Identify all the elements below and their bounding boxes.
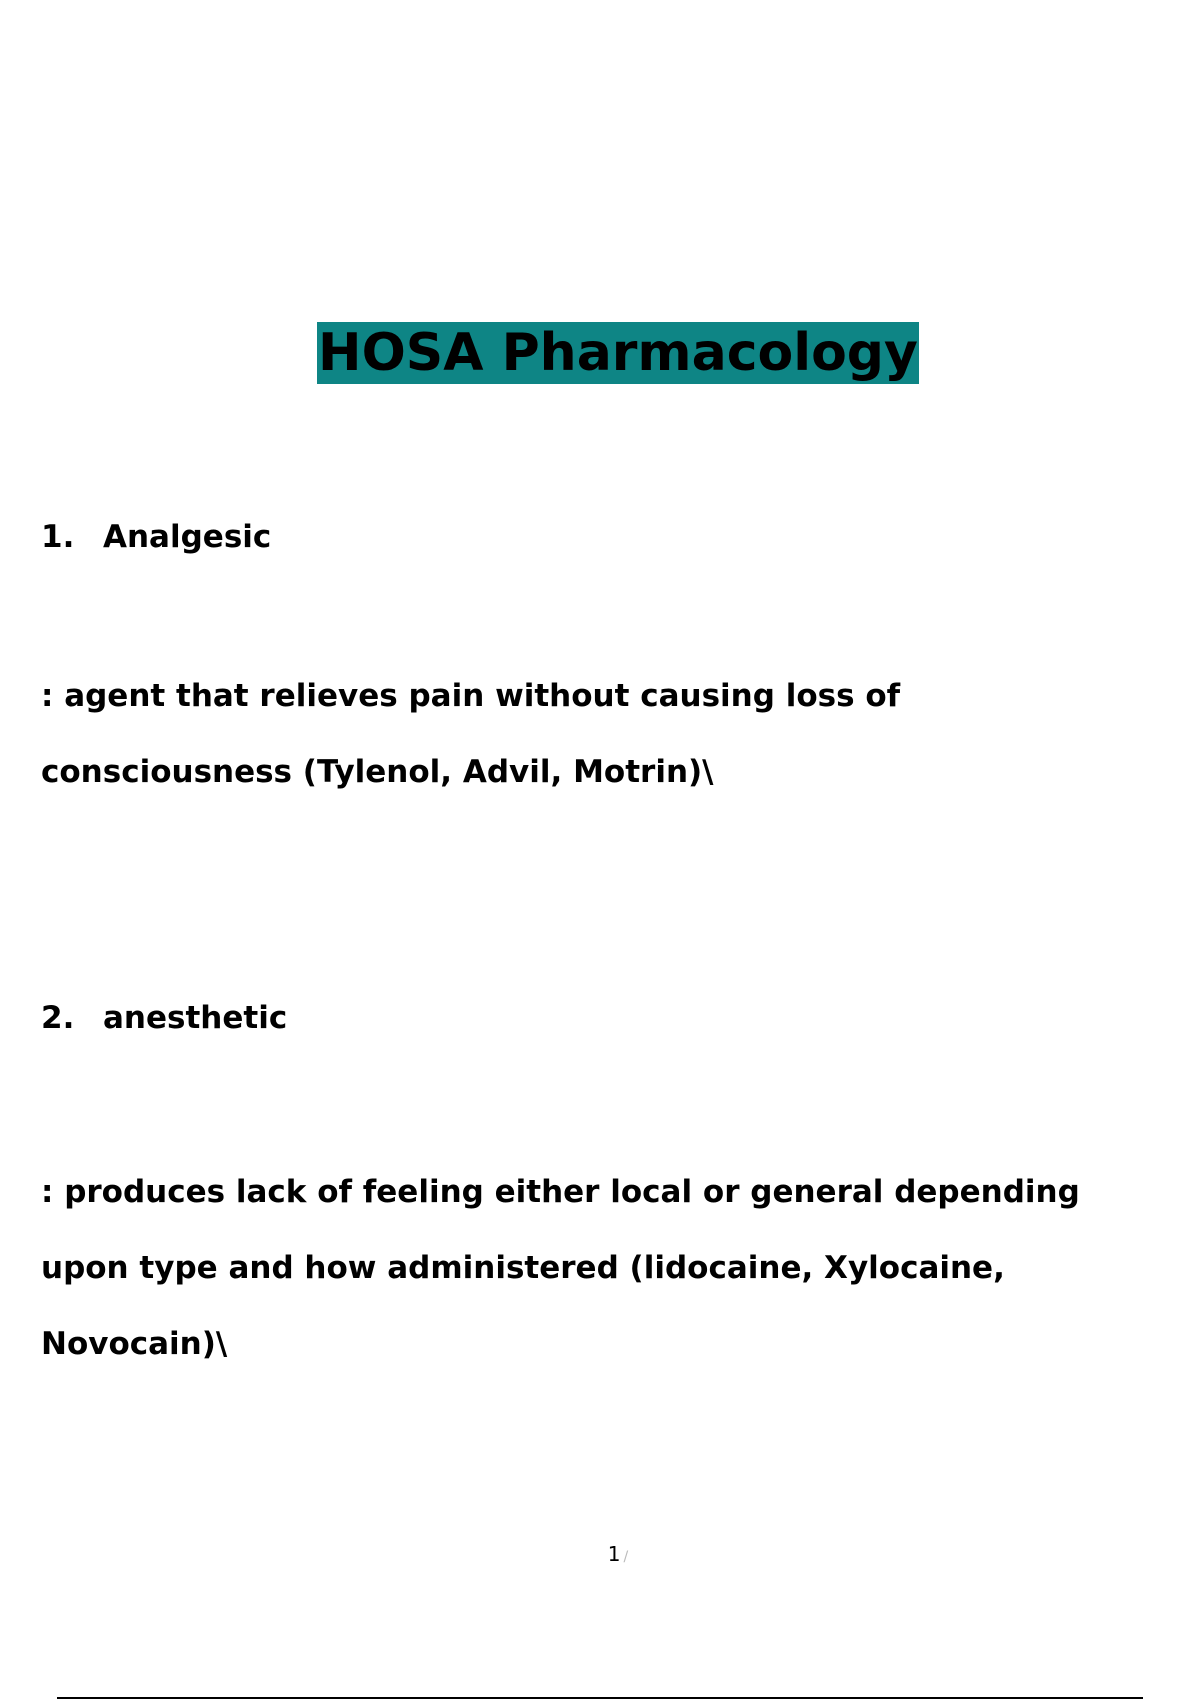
page-number-separator: / xyxy=(623,1549,629,1565)
term-name: Analgesic xyxy=(103,519,272,555)
term-heading-2 xyxy=(41,998,287,1038)
title-block xyxy=(0,322,1200,384)
term-number: 2. xyxy=(41,1000,75,1036)
definition-line: : produces lack of feeling either local or general depending xyxy=(41,1174,1080,1210)
definition-line: consciousness (Tylenol, Advil, Motrin)\ xyxy=(41,754,714,790)
definition-line: Novocain)\ xyxy=(41,1326,228,1362)
term-name: anesthetic xyxy=(103,1000,288,1036)
document-title: HOSA Pharmacology xyxy=(318,323,918,383)
page-number: 1 xyxy=(607,1542,621,1566)
term-number: 1. xyxy=(41,519,75,555)
definition-line: : agent that relieves pain without causing loss of xyxy=(41,678,901,714)
footer-divider xyxy=(57,1697,1143,1699)
term-definition-2 xyxy=(41,1154,1181,1382)
term-definition-1 xyxy=(41,658,1181,810)
page-number-footer xyxy=(0,1540,1200,1571)
definition-line: upon type and how administered (lidocaine, Xylocaine, xyxy=(41,1250,1005,1286)
term-heading-1 xyxy=(41,517,271,557)
